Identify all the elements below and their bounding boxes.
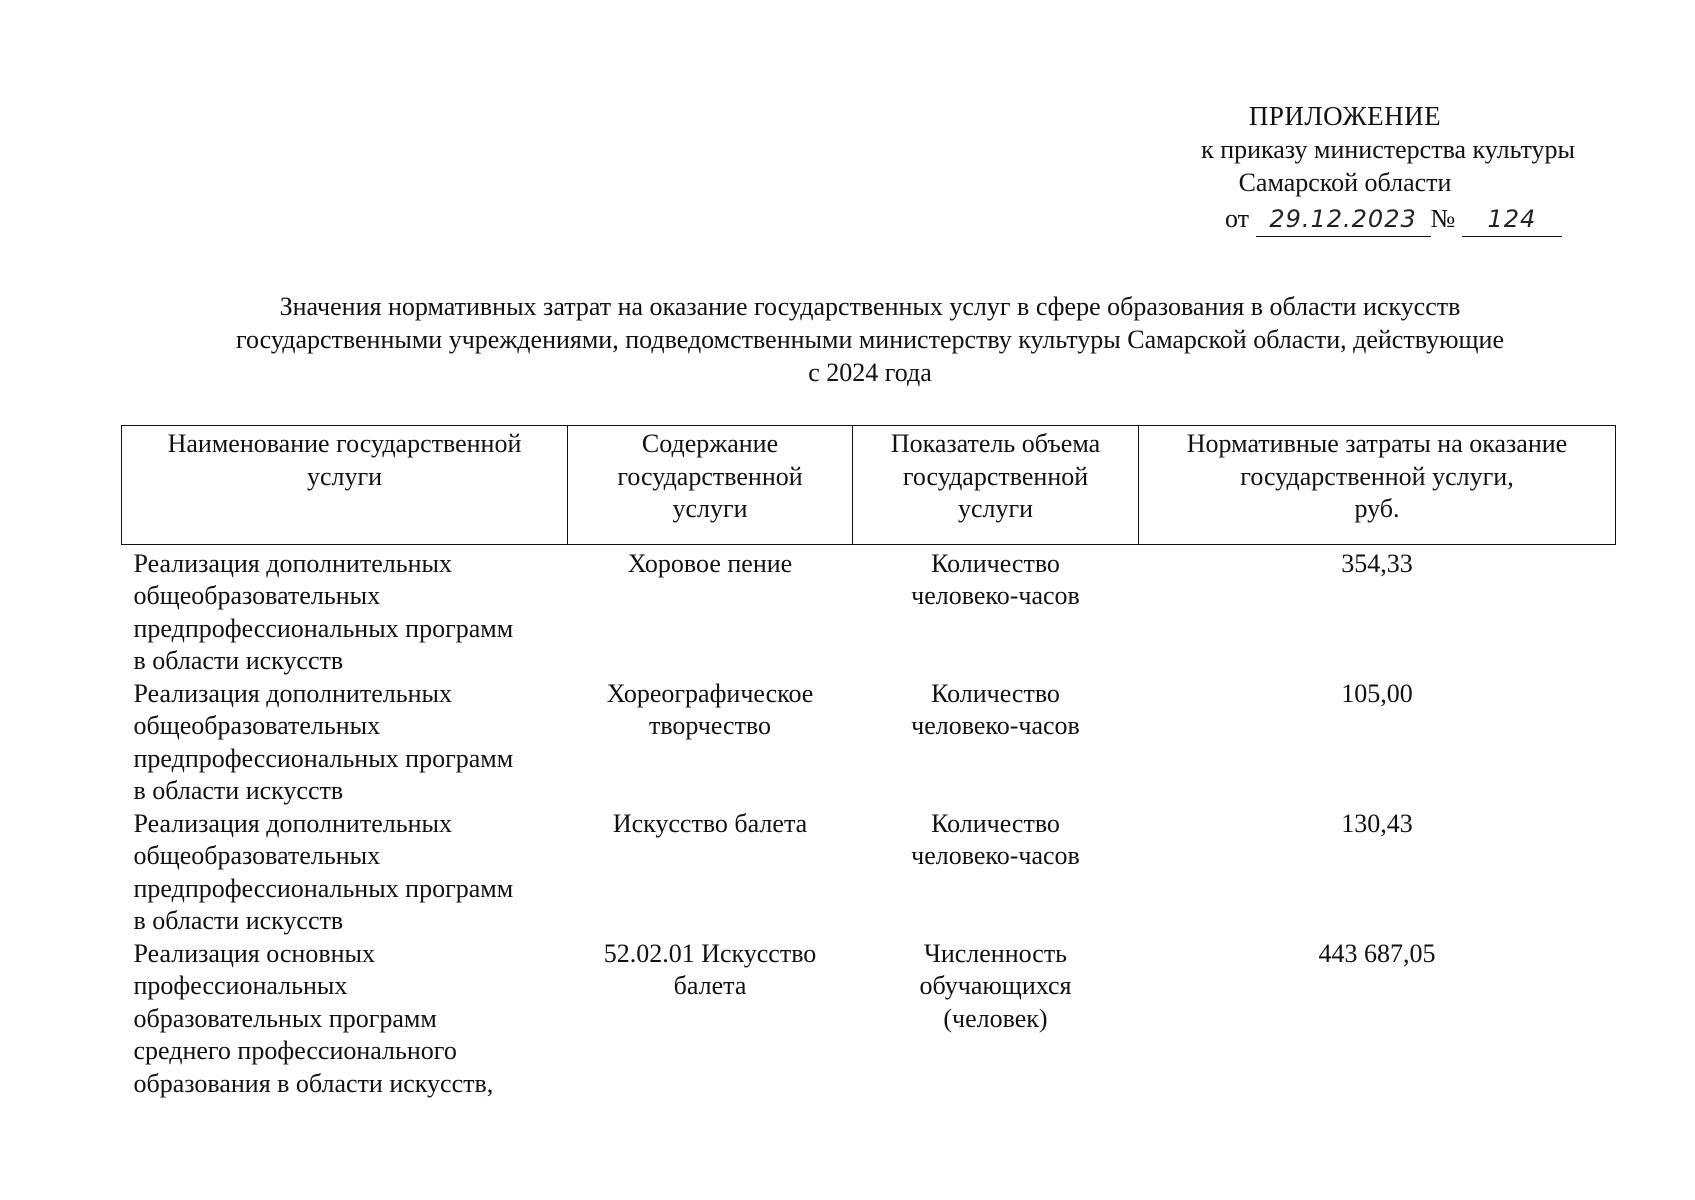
- cell-text-line: в области искусств: [133, 906, 344, 935]
- service-name-cell: [122, 808, 568, 938]
- header-text-line: руб.: [1354, 494, 1400, 523]
- cell-value: 105,00: [1341, 678, 1413, 708]
- order-date-line: [1225, 202, 1562, 237]
- table-body: [122, 544, 1616, 1100]
- cell-text-line: Количество: [931, 548, 1060, 578]
- cell-text-line: обучающихся: [919, 971, 1072, 1000]
- table-row: [122, 938, 1616, 1101]
- volume-indicator-cell: [853, 678, 1139, 808]
- cell-text-line: в области искусств: [133, 646, 344, 675]
- cell-text-line: Реализация дополнительных: [133, 548, 452, 578]
- order-number-handwritten: 124: [1462, 203, 1562, 237]
- order-date-handwritten: 29.12.2023: [1256, 203, 1431, 237]
- service-content-cell: [568, 808, 853, 938]
- cell-text-line: человеко-часов: [911, 581, 1080, 610]
- appendix-heading: ПРИЛОЖЕНИЕ: [1248, 101, 1442, 131]
- header-text-line: Нормативные затраты на оказание: [1186, 429, 1568, 458]
- cost-table: [121, 425, 1616, 1100]
- volume-indicator-cell: [853, 544, 1139, 678]
- header-text-line: государственной: [902, 461, 1089, 491]
- cell-text-line: образовательных программ: [133, 1003, 437, 1033]
- service-content-cell: [568, 678, 853, 808]
- cell-value: 354,33: [1341, 548, 1413, 578]
- cell-text-line: Реализация дополнительных: [133, 808, 452, 838]
- title-line-3: с 2024 года: [808, 358, 932, 387]
- header-normative-cost: [1139, 426, 1616, 545]
- header-text-line: Наименование государственной: [167, 429, 522, 458]
- cell-text-line: общеобразовательных: [133, 841, 381, 870]
- cell-text-line: общеобразовательных: [133, 581, 381, 610]
- cell-text-line: Хоровое пение: [627, 548, 793, 578]
- cell-text-line: Численность: [923, 938, 1068, 968]
- cell-text-line: (человек): [943, 1003, 1048, 1033]
- table-row: [122, 544, 1616, 678]
- table-row: [122, 678, 1616, 808]
- date-prefix: от: [1225, 204, 1250, 233]
- cell-text-line: профессиональных: [133, 971, 348, 1000]
- header-text-line: государственной: [617, 461, 803, 491]
- cell-text-line: 52.02.01 Искусство: [603, 938, 817, 968]
- appendix-block: [1115, 100, 1575, 199]
- normative-cost-cell: [1139, 938, 1616, 1101]
- header-service-content: [568, 426, 853, 545]
- title-line-2: государственными учреждениями, подведомственными министерству культуры Самарской области, действующие: [236, 325, 1504, 354]
- service-name-cell: [122, 678, 568, 808]
- volume-indicator-cell: [853, 938, 1139, 1101]
- appendix-order-line: к приказу министерства культуры: [1201, 135, 1575, 164]
- service-content-cell: [568, 938, 853, 1101]
- cell-value: 443 687,05: [1318, 938, 1436, 968]
- header-text-line: Показатель объема: [890, 429, 1101, 458]
- header-text-line: услуги: [957, 494, 1034, 523]
- header-text-line: услуги: [672, 494, 748, 523]
- cell-text-line: Количество: [931, 808, 1060, 838]
- table-header-row: [122, 426, 1616, 545]
- cell-text-line: предпрофессиональных программ: [133, 873, 514, 903]
- header-text-line: услуги: [306, 461, 383, 491]
- normative-cost-cell: [1139, 808, 1616, 938]
- table-row: [122, 808, 1616, 938]
- cell-text-line: человеко-часов: [911, 711, 1080, 740]
- header-text-line: государственной услуги,: [1240, 461, 1514, 491]
- cell-text-line: образования в области искусств,: [133, 1068, 494, 1098]
- service-content-cell: [568, 544, 853, 678]
- volume-indicator-cell: [853, 808, 1139, 938]
- cell-text-line: человеко-часов: [911, 841, 1080, 870]
- cell-text-line: в области искусств: [133, 776, 344, 805]
- header-volume-indicator: [853, 426, 1139, 545]
- service-name-cell: [122, 544, 568, 678]
- cell-text-line: творчество: [648, 711, 772, 740]
- appendix-region-line: Самарской области: [1238, 168, 1452, 197]
- cell-text-line: предпрофессиональных программ: [133, 613, 514, 643]
- cell-text-line: общеобразовательных: [133, 711, 381, 740]
- title-line-1: Значения нормативных затрат на оказание государственных услуг в сфере образования в области искусств: [279, 292, 1461, 321]
- number-prefix: №: [1430, 204, 1456, 233]
- document-title: [100, 290, 1640, 389]
- cell-text-line: Количество: [931, 678, 1060, 708]
- cell-text-line: предпрофессиональных программ: [133, 743, 514, 773]
- cell-value: 130,43: [1341, 808, 1413, 838]
- service-name-cell: [122, 938, 568, 1101]
- cell-text-line: Искусство балета: [612, 808, 808, 838]
- cell-text-line: среднего профессионального: [133, 1036, 457, 1065]
- cell-text-line: Реализация дополнительных: [133, 678, 452, 708]
- cell-text-line: Реализация основных: [133, 938, 375, 968]
- cell-text-line: балета: [673, 971, 747, 1000]
- normative-cost-cell: [1139, 544, 1616, 678]
- header-service-name: [122, 426, 568, 545]
- cell-text-line: Хореографическое: [606, 678, 814, 708]
- normative-cost-cell: [1139, 678, 1616, 808]
- header-text-line: Содержание: [641, 429, 779, 458]
